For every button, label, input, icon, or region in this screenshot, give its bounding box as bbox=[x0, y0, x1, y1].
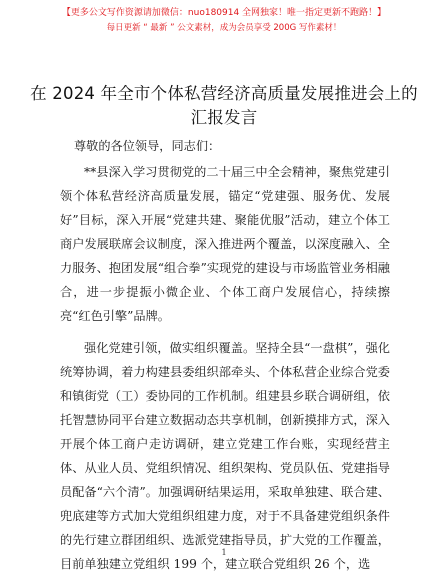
document-title: 在 2024 年全市个体私营经济高质量发展推进会上的汇报发言 bbox=[30, 84, 418, 127]
document-body bbox=[60, 134, 390, 576]
promo-banner bbox=[0, 6, 448, 35]
page-number: 1 bbox=[221, 548, 227, 557]
salutation: 尊敬的各位领导，同志们： bbox=[74, 139, 221, 153]
promo-banner-line2: 每日更新 “ 最新 ” 公文素材，成为会员享受 200G 写作素材！ bbox=[106, 23, 342, 33]
body-paragraph-2: 强化党建引领，做实组织覆盖。坚持全县“一盘棋”，强化统筹协调，着力构建县委组织部牵头、个体私营企业综合党委和镇街党（工）委协同的工作机制。组建县乡联合调研组，依托智慧协同平台建立数据动态共享机制，创新摸排方式，深入开展个体工商户走访调研，建立党建工作台账，实现经营主体、从业人员、党组织情况、组织架构、党员队伍、党建指导员配备“六个清”。加强调研结果运用，采取单独建、联合建、兜底建等方式加大党组织组建力度，对于不具备建党组织条件的先行建立群团组织、选派党建指导员，扩大党的工作覆盖，目前单独建立党组织 199 个，建立联合党组织 26 个，选 bbox=[60, 341, 390, 571]
body-paragraph-1: **县深入学习贯彻党的二十届三中全会精神，聚焦党建引领个体私营经济高质量发展，锚定“党建强、服务优、发展好”目标，深入开展“党建共建、聚能优服”活动，建立个体工商户发展联席会议制度，深入推进两个覆盖，以深度融入、全力服务、抱团发展“组合拳”实现党的建设与市场监管业务相融合，进一步提振小微企业、个体工商户发展信心，持续擦亮“红色引擎”品牌。 bbox=[60, 165, 390, 323]
promo-banner-line1: 【更多公文写作资源请加微信：nuo180914 全网独家！唯一指定更新不跑路！】 bbox=[61, 8, 387, 18]
